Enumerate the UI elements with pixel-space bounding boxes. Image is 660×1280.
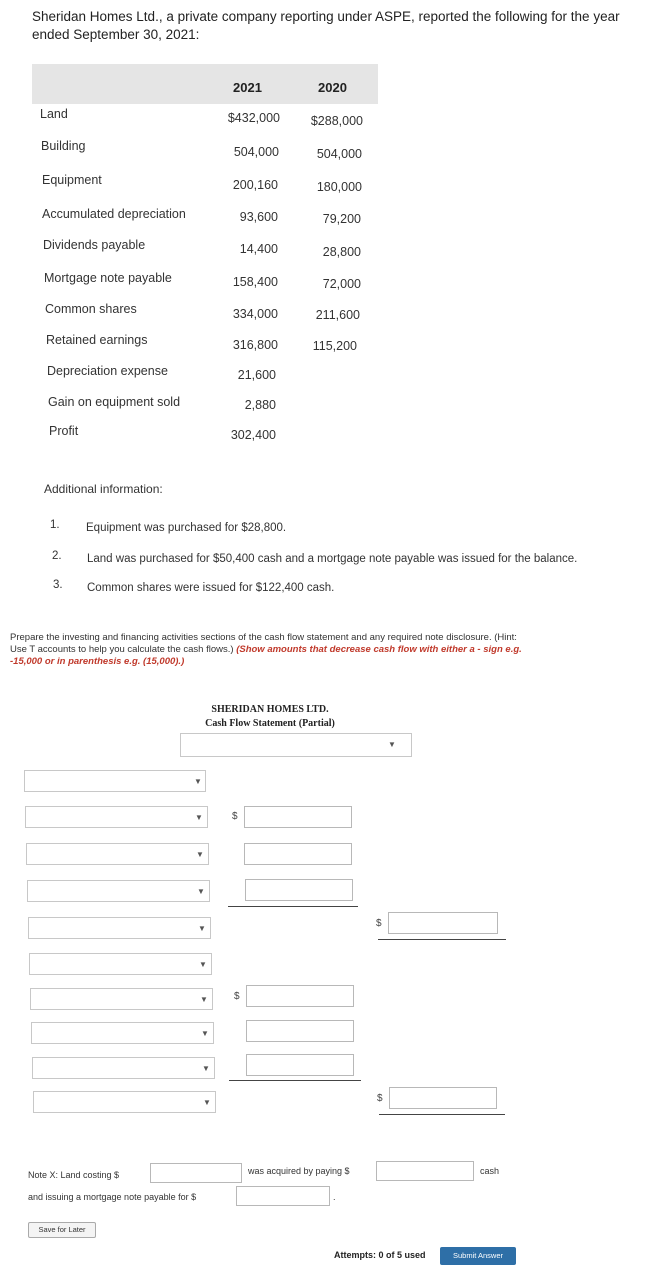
chevron-down-icon: ▼ — [203, 1098, 211, 1107]
amount-input[interactable] — [246, 1020, 354, 1042]
instructions-hint: (Show amounts that decrease cash flow with either a - sign e.g. -15,000 or in parenthesis e.g. (15,000).) — [10, 644, 522, 667]
row-value-2021: 158,400 — [232, 275, 278, 289]
row-value-2020: 180,000 — [316, 180, 362, 194]
save-for-later-button[interactable]: Save for Later — [28, 1222, 96, 1238]
row-value-2021: 316,800 — [232, 338, 278, 352]
dollar-sign: $ — [376, 918, 382, 929]
row-value-2021: 21,600 — [237, 368, 276, 382]
row-value-2021: 334,000 — [232, 307, 278, 321]
mortgage-note-input[interactable] — [236, 1186, 330, 1206]
row-value-2020: 211,600 — [315, 308, 360, 322]
row-label: Accumulated depreciation — [42, 207, 186, 221]
total-rule — [379, 1114, 505, 1115]
additional-item-number: 1. — [50, 519, 60, 531]
row-label: Profit — [49, 424, 79, 438]
line-item-dropdown[interactable] — [32, 1057, 215, 1079]
total-input[interactable] — [388, 912, 498, 934]
line-item-dropdown[interactable] — [25, 806, 208, 828]
amount-input[interactable] — [246, 1054, 354, 1076]
attempts-counter: Attempts: 0 of 5 used — [334, 1250, 426, 1260]
row-value-2020: $288,000 — [310, 114, 363, 128]
amount-input[interactable] — [246, 985, 354, 1007]
note-period: . — [333, 1192, 336, 1202]
chevron-down-icon: ▼ — [197, 887, 205, 896]
additional-item-text: Common shares were issued for $122,400 cash. — [87, 582, 335, 594]
row-label: Building — [41, 139, 86, 153]
cash-paid-input[interactable] — [376, 1161, 474, 1181]
amount-input[interactable] — [245, 879, 353, 901]
col-header-2020: 2020 — [318, 80, 347, 95]
problem-intro: Sheridan Homes Ltd., a private company reporting under ASPE, reported the following for the year ended September 30, 2021: — [32, 9, 620, 42]
subtotal-rule — [229, 1080, 361, 1081]
amount-input[interactable] — [244, 843, 352, 865]
row-label: Land — [40, 107, 68, 121]
additional-item-number: 2. — [52, 550, 62, 562]
line-item-dropdown[interactable] — [28, 917, 211, 939]
row-value-2021: 504,000 — [233, 145, 279, 159]
row-value-2021: 93,600 — [239, 210, 278, 224]
amount-input[interactable] — [244, 806, 352, 828]
row-value-2020: 504,000 — [316, 147, 362, 161]
chevron-down-icon: ▼ — [201, 1029, 209, 1038]
row-label: Mortgage note payable — [44, 271, 172, 285]
row-value-2020: 79,200 — [322, 212, 361, 226]
total-rule — [378, 939, 506, 940]
row-label: Equipment — [42, 173, 102, 187]
line-item-dropdown[interactable] — [33, 1091, 216, 1113]
note-prefix: Note X: Land costing $ — [28, 1170, 120, 1180]
line-item-dropdown[interactable] — [31, 1022, 214, 1044]
row-value-2021: 14,400 — [239, 242, 278, 256]
row-label: Retained earnings — [46, 333, 148, 347]
submit-answer-button[interactable]: Submit Answer — [440, 1247, 516, 1265]
instructions — [10, 632, 530, 668]
chevron-down-icon: ▼ — [199, 960, 207, 969]
row-value-2020: 115,200 — [312, 339, 357, 353]
chevron-down-icon: ▼ — [388, 740, 396, 749]
statement-header — [150, 703, 390, 731]
row-label: Dividends payable — [43, 238, 146, 252]
note-middle: was acquired by paying $ — [248, 1166, 350, 1176]
additional-item-text: Land was purchased for $50,400 cash and a mortgage note payable was issued for the balance. — [87, 553, 578, 565]
company-name: SHERIDAN HOMES LTD. — [211, 704, 329, 715]
additional-item-number: 3. — [53, 579, 63, 591]
total-input[interactable] — [389, 1087, 497, 1109]
row-value-2021: 2,880 — [244, 398, 276, 412]
additional-item-text: Equipment was purchased for $28,800. — [86, 522, 287, 534]
line-item-dropdown[interactable] — [29, 953, 212, 975]
chevron-down-icon: ▼ — [198, 924, 206, 933]
statement-title: Cash Flow Statement (Partial) — [205, 718, 335, 729]
land-cost-input[interactable] — [150, 1163, 242, 1183]
dollar-sign: $ — [232, 811, 238, 822]
subtotal-rule — [228, 906, 358, 907]
row-label: Depreciation expense — [47, 364, 168, 378]
chevron-down-icon: ▼ — [194, 777, 202, 786]
dollar-sign: $ — [234, 991, 240, 1002]
chevron-down-icon: ▼ — [200, 995, 208, 1004]
chevron-down-icon: ▼ — [196, 850, 204, 859]
line-item-dropdown[interactable] — [26, 843, 209, 865]
dollar-sign: $ — [377, 1093, 383, 1104]
line-item-dropdown[interactable] — [30, 988, 213, 1010]
row-label: Gain on equipment sold — [48, 395, 181, 409]
note-line2: and issuing a mortgage note payable for $ — [28, 1192, 197, 1202]
row-value-2020: 28,800 — [322, 245, 361, 259]
row-value-2020: 72,000 — [322, 277, 361, 291]
note-suffix: cash — [480, 1166, 500, 1176]
row-value-2021: $432,000 — [227, 111, 280, 125]
additional-info-title: Additional information: — [44, 482, 163, 496]
col-header-2021: 2021 — [233, 80, 262, 95]
chevron-down-icon: ▼ — [202, 1064, 210, 1073]
row-value-2021: 200,160 — [232, 178, 278, 192]
row-label: Common shares — [45, 302, 137, 316]
line-item-dropdown[interactable] — [24, 770, 206, 792]
row-value-2021: 302,400 — [230, 428, 276, 442]
chevron-down-icon: ▼ — [195, 813, 203, 822]
line-item-dropdown[interactable] — [27, 880, 210, 902]
instructions-text: Prepare the investing and financing activities sections of the cash flow statement and any required note disclosure. (Hint: Use T accounts to help you calculate the cash flows.) — [10, 632, 517, 655]
period-dropdown[interactable] — [180, 733, 412, 757]
